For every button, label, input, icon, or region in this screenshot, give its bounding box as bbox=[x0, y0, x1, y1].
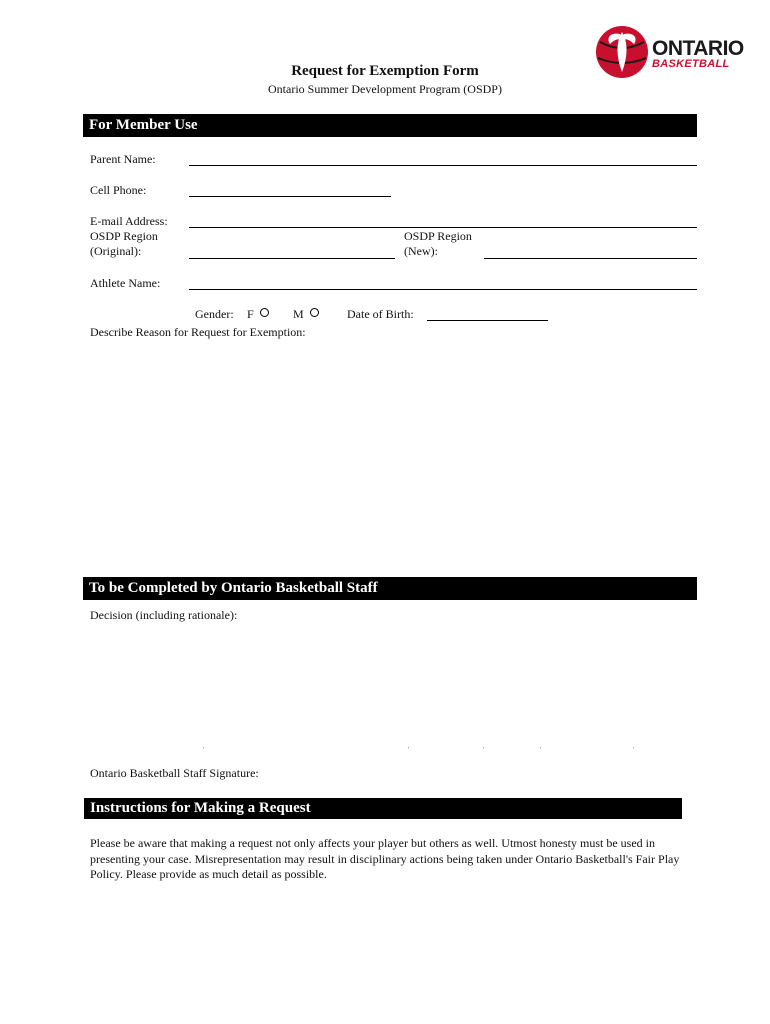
dob-field[interactable] bbox=[427, 320, 548, 321]
parent-name-field[interactable] bbox=[189, 165, 697, 166]
osdp-original-label-line2: (Original): bbox=[90, 244, 142, 258]
gender-m-radio[interactable] bbox=[310, 308, 319, 317]
parent-name-label: Parent Name: bbox=[90, 152, 156, 166]
athlete-name-label: Athlete Name: bbox=[90, 276, 161, 290]
decision-label: Decision (including rationale): bbox=[90, 608, 238, 622]
cell-phone-label: Cell Phone: bbox=[90, 183, 147, 197]
gender-label: Gender: bbox=[195, 307, 234, 321]
gender-f-label: F bbox=[247, 307, 254, 321]
decision-textarea[interactable] bbox=[90, 625, 697, 740]
osdp-new-label-line2: (New): bbox=[404, 244, 438, 258]
faint-mark: ' bbox=[408, 746, 410, 754]
osdp-new-label-line1: OSDP Region bbox=[404, 229, 472, 243]
faint-mark: ' bbox=[633, 746, 635, 754]
athlete-name-field[interactable] bbox=[189, 289, 697, 290]
gender-f-option[interactable] bbox=[247, 307, 269, 322]
dob-label: Date of Birth: bbox=[347, 307, 414, 321]
gender-m-option[interactable] bbox=[293, 307, 319, 322]
cell-phone-field[interactable] bbox=[189, 196, 391, 197]
member-section-heading: For Member Use bbox=[83, 114, 697, 137]
osdp-new-field[interactable] bbox=[484, 258, 697, 259]
signature-field[interactable] bbox=[270, 762, 697, 782]
faint-mark: ' bbox=[203, 746, 205, 754]
logo-word-ontario: ONTARIO bbox=[652, 37, 744, 60]
instructions-heading: Instructions for Making a Request bbox=[84, 798, 682, 819]
form-title: Request for Exemption Form bbox=[291, 63, 479, 79]
gender-m-label: M bbox=[293, 307, 304, 321]
email-field[interactable] bbox=[189, 227, 697, 228]
instructions-body: Please be aware that making a request not only affects your player but others as well. Utmost honesty must be used in presenting your case. Misrepresentation may result in disciplinary actions being taken under Ontario Basketball's Fair Play Policy. Please provide as much detail as possible. bbox=[90, 836, 680, 881]
logo-word-basketball: BASKETBALL bbox=[652, 58, 730, 70]
form-subtitle: Ontario Summer Development Program (OSDP) bbox=[268, 82, 502, 96]
reason-label: Describe Reason for Request for Exemption: bbox=[90, 325, 306, 339]
osdp-original-field[interactable] bbox=[189, 258, 395, 259]
email-label: E-mail Address: bbox=[90, 214, 168, 228]
signature-label: Ontario Basketball Staff Signature: bbox=[90, 766, 259, 780]
reason-textarea[interactable] bbox=[90, 342, 697, 568]
faint-mark: ' bbox=[483, 746, 485, 754]
gender-f-radio[interactable] bbox=[260, 308, 269, 317]
faint-mark: ' bbox=[540, 746, 542, 754]
staff-section-heading: To be Completed by Ontario Basketball Staff bbox=[83, 577, 697, 600]
osdp-original-label-line1: OSDP Region bbox=[90, 229, 158, 243]
